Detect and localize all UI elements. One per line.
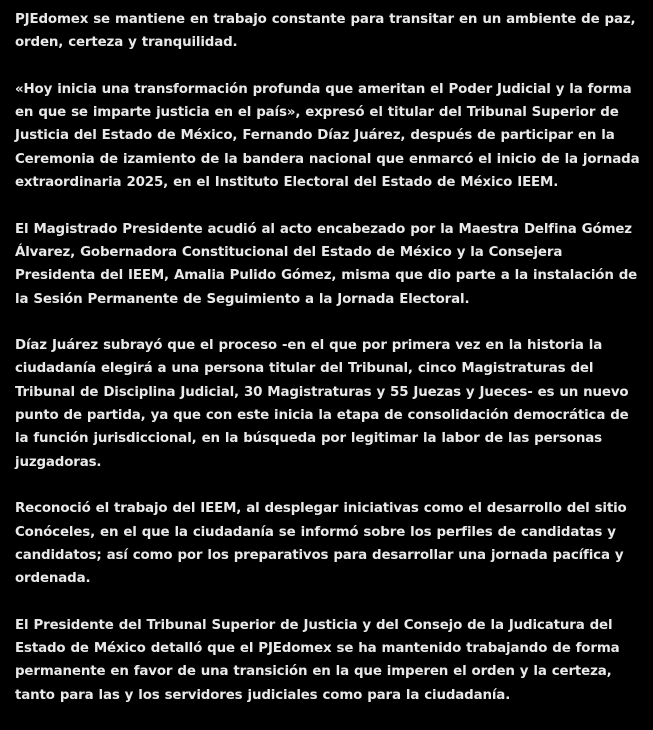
paragraph-1: PJEdomex se mantiene en trabajo constante para transitar en un ambiente de paz, orden, certeza y tranquilidad.	[15, 12, 636, 51]
paragraph-3: El Magistrado Presidente acudió al acto encabezado por la Maestra Delfina Gómez Álvarez, Gobernadora Constitucional del Estado de México y la Consejera Presidenta del IEEM, Amalia Pulido Gómez, misma que dio parte a la instalación de la Sesión Permanente de Seguimiento a la Jornada Electoral.	[15, 221, 638, 307]
paragraph-6: El Presidente del Tribunal Superior de Justicia y del Consejo de la Judicatura del Estado de México detalló que el PJEdomex se ha mantenido trabajando de forma permanente en favor de una transición en la que imperen el orden y la certeza, tanto para las y los servidores judiciales como para la ciudadanía.	[15, 617, 620, 703]
paragraph-4: Díaz Juárez subrayó que el proceso -en el que por primera vez en la historia la ciudadanía elegirá a una persona titular del Tribunal, cinco Magistraturas del Tribunal de Disciplina Judicial, 30 Magistraturas y 55 Juezas y Jueces- es un nuevo punto de partida, ya que con este inicia la etapa de consolidación democrática de la función jurisdiccional, en la búsqueda por legitimar la labor de las personas juzgadoras.	[15, 338, 629, 470]
paragraph-2: «Hoy inicia una transformación profunda que ameritan el Poder Judicial y la forma en que se imparte justicia en el país», expresó el titular del Tribunal Superior de Justicia del Estado de México, Fernando Díaz Juárez, después de participar en la Ceremonia de izamiento de la bandera nacional que enmarcó el inicio de la jornada extraordinaria 2025, en el Instituto Electoral del Estado de México IEEM.	[15, 81, 640, 191]
paragraph-5: Reconoció el trabajo del IEEM, al desplegar iniciativas como el desarrollo del sitio Conóceles, en el que la ciudadanía se informó sobre los perfiles de candidatas y candidatos; así como por los preparativos para desarrollar una jornada pacífica y ordenada.	[15, 501, 627, 587]
article-body	[15, 8, 645, 730]
